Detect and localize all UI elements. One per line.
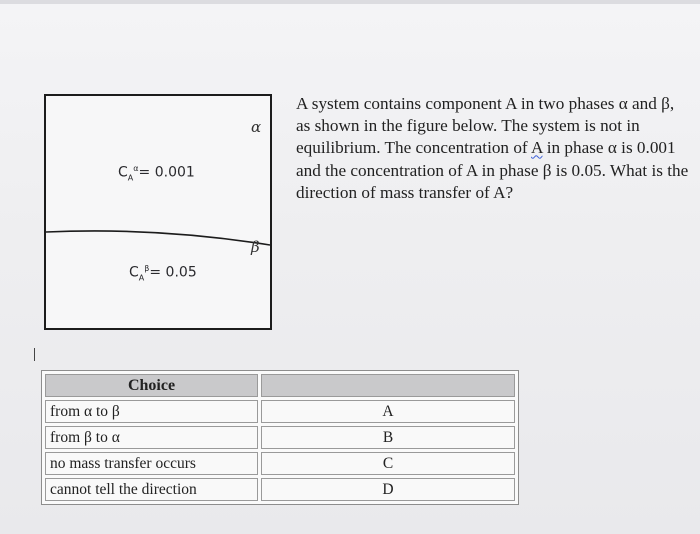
- option-text: no mass transfer occurs: [45, 452, 258, 475]
- option-letter: B: [261, 426, 515, 449]
- concentration-beta: $C_A^\beta= 0.05$: [129, 264, 197, 283]
- header-choice: Choice: [45, 374, 258, 397]
- choice-table: [41, 370, 519, 505]
- phase-diagram: [44, 94, 272, 330]
- spellcheck-flagged-word: A: [531, 138, 543, 158]
- phase-beta-label: β: [251, 238, 260, 256]
- table-row[interactable]: [45, 426, 515, 449]
- question-text: A system contains component A in two phases α and β, as shown in the figure below. The system is not in equilibrium. The concentration of A in phase α is 0.001 and the concentration of A in phase β is 0.05. What is the direction of mass transfer of A?: [296, 94, 689, 202]
- option-text: from β to α: [45, 426, 258, 449]
- phase-alpha-label: α: [251, 118, 262, 136]
- table-header-row: [45, 374, 515, 397]
- phase-interface-line: [46, 96, 270, 328]
- concentration-alpha: $C_A^\alpha= 0.001$: [118, 164, 195, 183]
- option-letter: D: [261, 478, 515, 501]
- table-row[interactable]: [45, 400, 515, 423]
- option-text: from α to β: [45, 400, 258, 423]
- option-letter: A: [261, 400, 515, 423]
- text-cursor: [34, 348, 35, 361]
- top-border-line: [0, 0, 700, 4]
- option-letter: C: [261, 452, 515, 475]
- table-row[interactable]: [45, 478, 515, 501]
- header-letter: [261, 374, 515, 397]
- table-row[interactable]: [45, 452, 515, 475]
- option-text: cannot tell the direction: [45, 478, 258, 501]
